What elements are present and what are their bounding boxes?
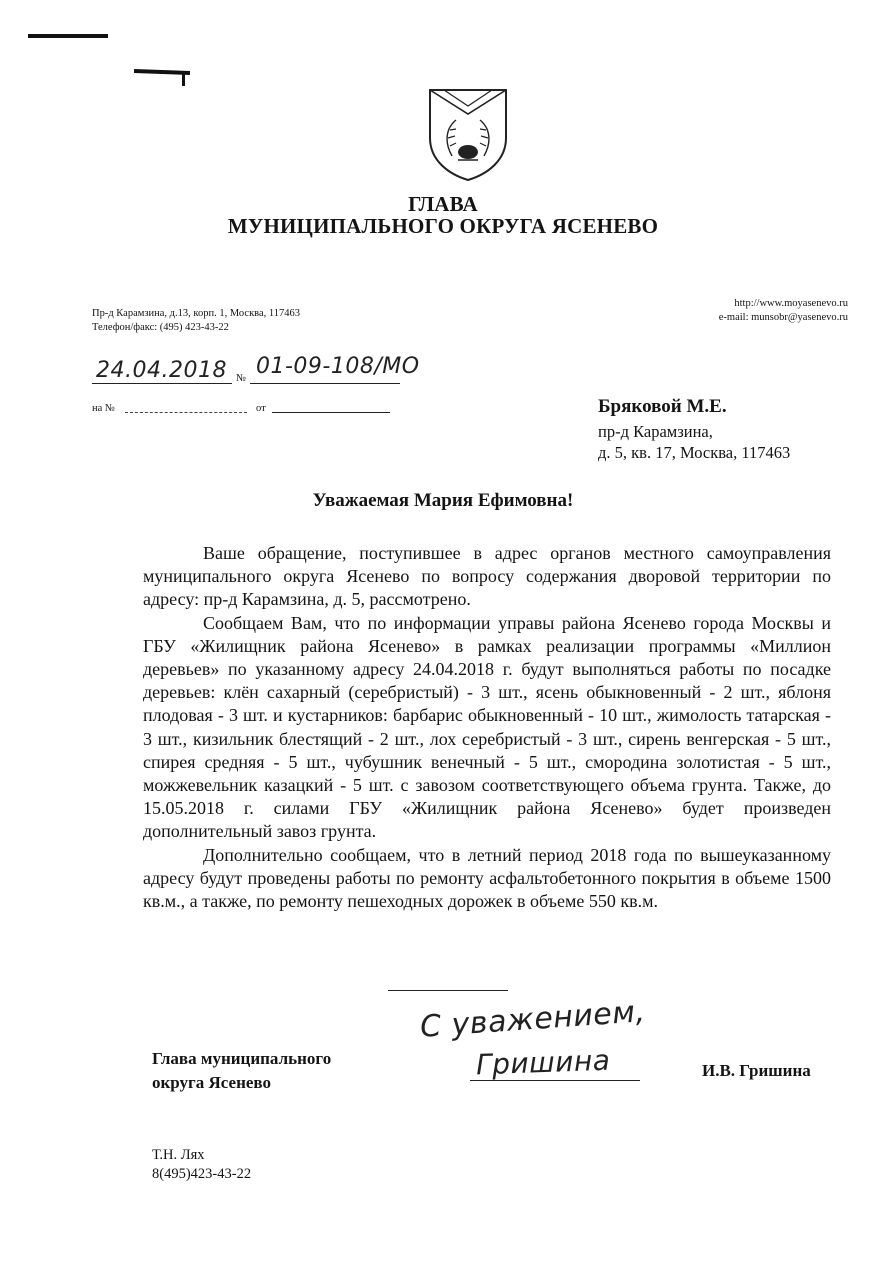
salutation: Уважаемая Мария Ефимовна! — [312, 490, 574, 511]
letterhead-website: http://www.moyasenevo.ru — [734, 298, 848, 309]
addressee-city: д. 5, кв. 17, Москва, 117463 — [598, 443, 791, 462]
signature-top-stroke — [388, 990, 508, 991]
executor-phone: 8(495)423-43-22 — [152, 1166, 252, 1182]
body-paragraph-1: Ваше обращение, поступившее в адрес органов местного самоуправления муниципального округа Ясенево по вопросу содержания дворовой территории по адресу: пр-д Карамзина, д. 5, рассмотрено. — [143, 543, 831, 610]
reference-from-label: от — [256, 403, 266, 414]
registration-number-line — [250, 383, 400, 384]
reference-label: на № — [92, 403, 115, 414]
letterhead-email: e-mail: munsobr@yasenevo.ru — [718, 312, 848, 323]
body-paragraph-3: Дополнительно сообщаем, что в летний период 2018 года по вышеуказанному адресу будут проведены работы по ремонту асфальтобетонного покрытия в объеме 1500 кв.м., а также, по ремонту пешеходных дорожек в объеме 550 кв.м. — [143, 844, 831, 912]
municipal-emblem-icon — [426, 86, 510, 182]
registration-date-line — [92, 383, 232, 384]
signature-underline — [470, 1080, 640, 1081]
scan-mark-top-left — [28, 34, 108, 38]
signatory-position-line1: Глава муниципального — [152, 1049, 332, 1068]
letter-body — [143, 542, 831, 913]
handwritten-regards: С уважением, — [419, 994, 647, 1045]
registration-number-sign: № — [236, 373, 247, 384]
letterhead-title-line1: ГЛАВА — [408, 192, 478, 216]
reference-date-line — [272, 412, 390, 413]
letterhead-title-line2: МУНИЦИПАЛЬНОГО ОКРУГА ЯСЕНЕВО — [227, 214, 659, 238]
letterhead-phone: Телефон/факс: (495) 423-43-22 — [92, 322, 229, 333]
signatory-name: И.В. Гришина — [702, 1061, 811, 1080]
executor-name: Т.Н. Лях — [152, 1147, 205, 1163]
addressee-name: Бряковой М.Е. — [598, 396, 727, 417]
registration-date: 24.04.2018 — [96, 358, 227, 383]
body-paragraph-2: Сообщаем Вам, что по информации управы района Ясенево города Москвы и ГБУ «Жилищник района Ясенево» в рамках реализации программы «Миллион деревьев» по указанному адресу 24.04.2018 г. будут выполняться работы по посадке деревьев: клён сахарный (серебристый) - 3 шт., ясень обыкновенный - 2 шт., яблоня плодовая - 3 шт. и кустарников: барбарис обыкновенный - 10 шт., жимолость татарская - 3 шт., кизильник блестящий - 2 шт., лох серебристый - 3 шт., сирень венгерская - 5 шт., спирея средняя - 5 шт., чубушник венечный - 5 шт., смородина золотистая - 5 шт., можжевельник казацкий - 5 шт. с завозом соответствующего объема грунта. Также, до 15.05.2018 г. силами ГБУ «Жилищник района Ясенево» будет произведен дополнительный завоз грунта. — [143, 612, 831, 842]
addressee-street: пр-д Карамзина, — [598, 422, 713, 441]
scan-mark-punch-tail — [182, 72, 185, 86]
reference-number-line — [125, 412, 247, 413]
handwritten-signature: Гришина — [475, 1043, 611, 1082]
signatory-position-line2: округа Ясенево — [152, 1073, 271, 1092]
registration-number: 01-09-108/МО — [256, 354, 420, 379]
letterhead-address: Пр-д Карамзина, д.13, корп. 1, Москва, 117463 — [92, 308, 301, 319]
